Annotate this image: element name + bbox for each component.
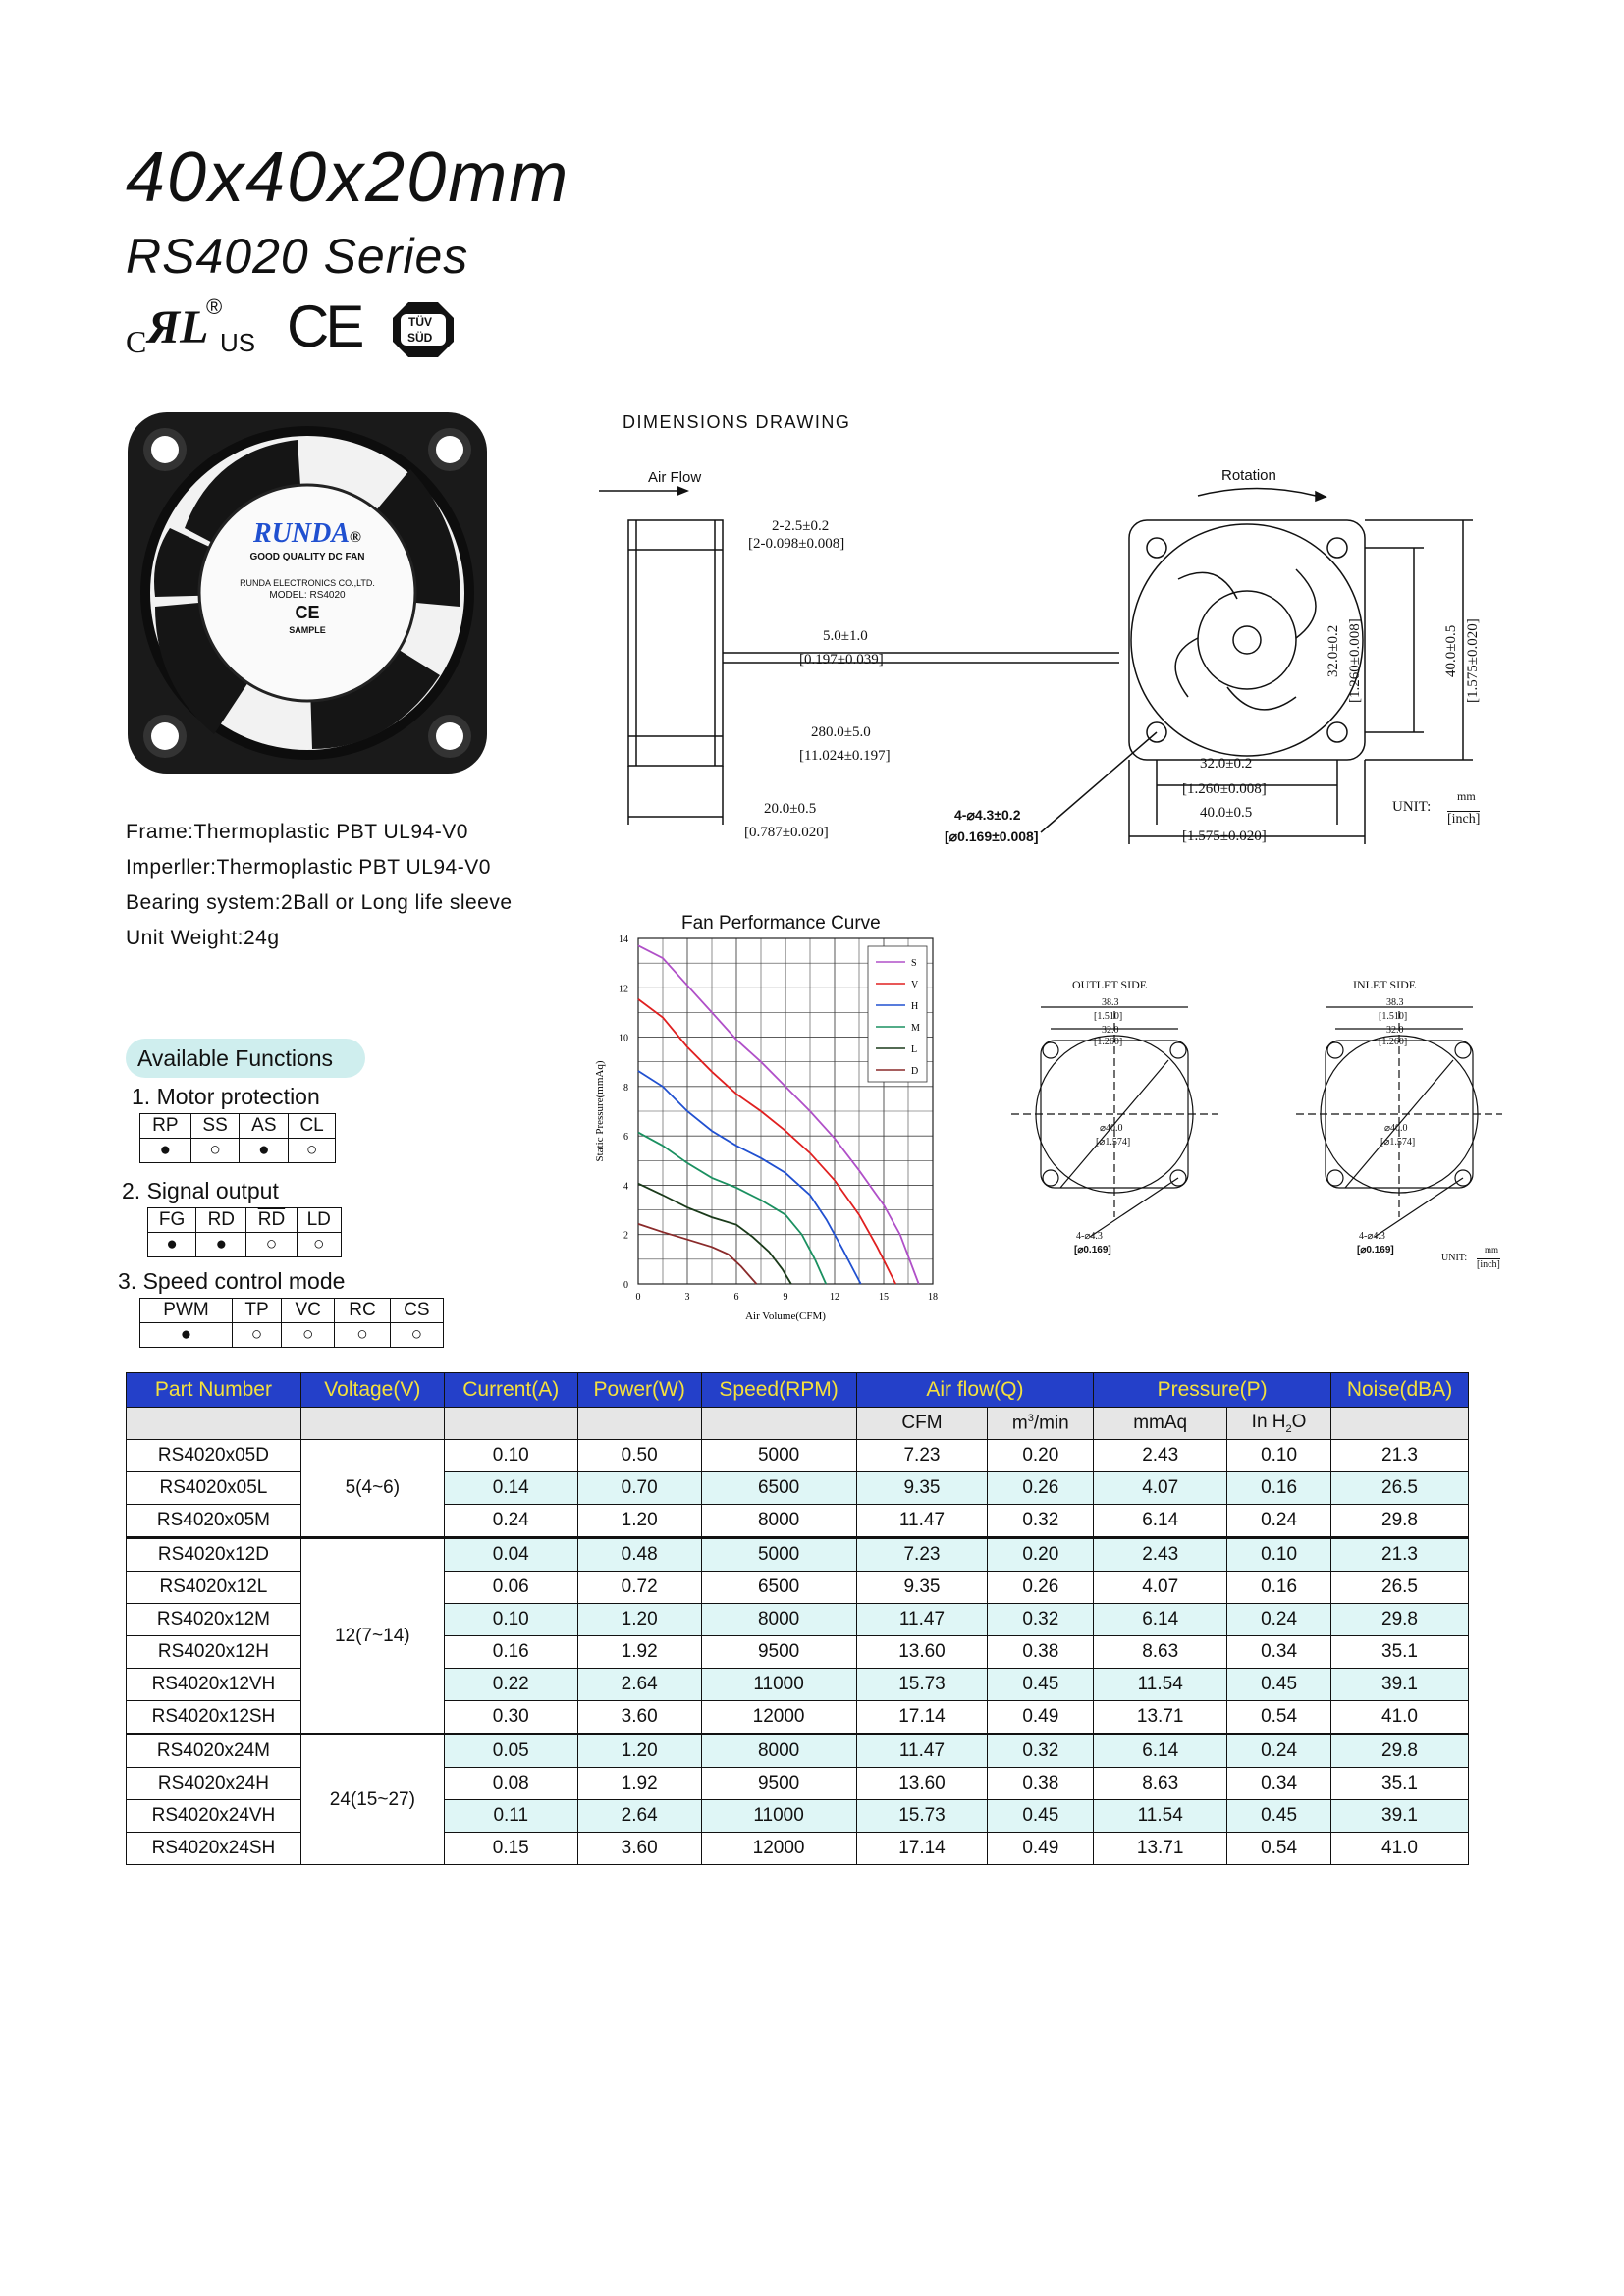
power-cell: 1.92 <box>577 1636 701 1669</box>
tuv-logo <box>391 300 456 359</box>
part-number-cell: RS4020x12VH <box>127 1669 301 1701</box>
cfm-cell: 9.35 <box>856 1472 988 1505</box>
part-number-cell: RS4020x12H <box>127 1636 301 1669</box>
motor-protection-table <box>139 1113 336 1163</box>
tuv-bottom-text: SÜD <box>407 331 433 345</box>
spec-frame: Frame:Thermoplastic PBT UL94-V0 <box>126 821 468 843</box>
table-row <box>127 1538 1469 1572</box>
motor-col: CL <box>289 1114 336 1139</box>
speed-col: CS <box>390 1299 443 1323</box>
ul-r-mark: ® <box>206 294 223 319</box>
tuv-octagon-icon <box>391 300 456 359</box>
ul-us-letters: US <box>220 328 256 357</box>
m3min-cell: 0.49 <box>988 1701 1094 1735</box>
mmaq-cell: 13.71 <box>1094 1701 1227 1735</box>
performance-chart <box>589 927 952 1339</box>
motor-val: ● <box>140 1139 191 1163</box>
dim-vertical-pitch-inch: [1.260±0.008] <box>1347 618 1363 703</box>
noise-cell: 41.0 <box>1331 1833 1469 1865</box>
mmaq-cell: 2.43 <box>1094 1440 1227 1472</box>
part-number-cell: RS4020x12L <box>127 1572 301 1604</box>
y-tick-label: 12 <box>619 984 628 995</box>
dim-lead-strip-inch: [0.197±0.039] <box>799 652 884 667</box>
legend-label-M: M <box>911 1023 920 1034</box>
spec-bearing: Bearing system:2Ball or Long life sleeve <box>126 891 513 914</box>
dim-width: 40.0±0.5 <box>1200 805 1253 821</box>
side-unit-inch: [inch] <box>1477 1259 1500 1270</box>
x-tick-label: 0 <box>635 1292 641 1303</box>
fan-brand-reg: ® <box>350 529 361 546</box>
power-cell: 2.64 <box>577 1800 701 1833</box>
speed-control-table <box>139 1298 444 1348</box>
current-cell: 0.10 <box>444 1604 577 1636</box>
side-unit-mm: mm <box>1485 1245 1499 1255</box>
unit-label: UNIT: <box>1392 799 1432 815</box>
outlet-w2: 32.0 <box>1102 1025 1119 1036</box>
dim-height-inch-wrap <box>1465 618 1482 703</box>
fan-sample: SAMPLE <box>289 625 326 635</box>
power-cell: 1.92 <box>577 1768 701 1800</box>
speed-cell: 5000 <box>701 1440 856 1472</box>
inh2o-cell: 0.34 <box>1227 1768 1331 1800</box>
noise-cell: 35.1 <box>1331 1768 1469 1800</box>
cfm-cell: 15.73 <box>856 1669 988 1701</box>
dim-lead-length-inch: [11.024±0.197] <box>799 748 891 764</box>
legend-label-S: S <box>911 958 917 969</box>
sub-empty <box>1331 1408 1469 1440</box>
outlet-hole: 4-⌀4.3 <box>1076 1231 1103 1242</box>
current-cell: 0.16 <box>444 1636 577 1669</box>
power-cell: 1.20 <box>577 1505 701 1538</box>
current-cell: 0.30 <box>444 1701 577 1735</box>
signal-col: FG <box>148 1208 196 1233</box>
inlet-dia-inch: [⌀1.574] <box>1380 1137 1416 1148</box>
inh2o-cell: 0.16 <box>1227 1572 1331 1604</box>
air-flow-label: Air Flow <box>648 469 702 486</box>
ce-logo: CE <box>287 294 361 359</box>
inh2o-cell: 0.10 <box>1227 1538 1331 1572</box>
power-cell: 0.70 <box>577 1472 701 1505</box>
part-number-cell: RS4020x05L <box>127 1472 301 1505</box>
dim-vertical-pitch-value: 32.0±0.2 <box>1326 624 1341 677</box>
legend-label-V: V <box>911 980 919 990</box>
spec-weight: Unit Weight:24g <box>126 927 280 949</box>
signal-col-rd-bar: $\overline{RD}$ <box>246 1208 297 1233</box>
power-cell: 3.60 <box>577 1701 701 1735</box>
dim-height-inch: [1.575±0.020] <box>1465 618 1481 703</box>
sub-empty <box>701 1408 856 1440</box>
speed-col: RC <box>335 1299 390 1323</box>
fan-company: RUNDA ELECTRONICS CO.,LTD. <box>240 578 375 588</box>
sub-mmaq: mmAq <box>1094 1408 1227 1440</box>
col-speed: Speed(RPM) <box>701 1373 856 1408</box>
mmaq-cell: 6.14 <box>1094 1604 1227 1636</box>
motor-protection-title: 1. Motor protection <box>132 1084 320 1109</box>
unit-inch: [inch] <box>1447 812 1481 827</box>
speed-cell: 9500 <box>701 1636 856 1669</box>
fan-tagline: GOOD QUALITY DC FAN <box>249 552 365 562</box>
mmaq-cell: 4.07 <box>1094 1572 1227 1604</box>
col-current: Current(A) <box>444 1373 577 1408</box>
outlet-dia: ⌀40.0 <box>1100 1123 1123 1134</box>
speed-cell: 6500 <box>701 1572 856 1604</box>
noise-cell: 29.8 <box>1331 1604 1469 1636</box>
inlet-hole: 4-⌀4.3 <box>1359 1231 1385 1242</box>
signal-output-table <box>147 1207 342 1257</box>
dim-screw-inch: [2-0.098±0.008] <box>748 536 845 552</box>
m3min-cell: 0.45 <box>988 1800 1094 1833</box>
x-tick-label: 6 <box>733 1292 739 1303</box>
noise-cell: 21.3 <box>1331 1440 1469 1472</box>
motor-val: ○ <box>289 1139 336 1163</box>
inh2o-cell: 0.54 <box>1227 1833 1331 1865</box>
dim-height: 40.0±0.5 <box>1443 624 1459 677</box>
sub-inh2o-sub: 2 <box>1285 1422 1292 1435</box>
signal-val: ○ <box>246 1233 297 1257</box>
col-pressure: Pressure(P) <box>1094 1373 1331 1408</box>
side-views-drawing <box>962 972 1522 1276</box>
inh2o-cell: 0.45 <box>1227 1800 1331 1833</box>
signal-col: RD <box>196 1208 246 1233</box>
sub-empty <box>577 1408 701 1440</box>
outlet-side-label: OUTLET SIDE <box>1072 978 1148 991</box>
power-cell: 0.50 <box>577 1440 701 1472</box>
dim-vertical-pitch-inch-wrap <box>1347 618 1364 703</box>
current-cell: 0.11 <box>444 1800 577 1833</box>
x-tick-label: 18 <box>928 1292 938 1303</box>
speed-cell: 8000 <box>701 1604 856 1636</box>
sub-inh2o <box>1227 1408 1331 1440</box>
m3min-cell: 0.32 <box>988 1604 1094 1636</box>
legend-box <box>868 946 927 1082</box>
power-cell: 0.72 <box>577 1572 701 1604</box>
speed-control-title: 3. Speed control mode <box>118 1268 346 1294</box>
dim-hole-pitch-inch: [1.260±0.008] <box>1182 781 1267 797</box>
noise-cell: 35.1 <box>1331 1636 1469 1669</box>
noise-cell: 26.5 <box>1331 1472 1469 1505</box>
noise-cell: 39.1 <box>1331 1800 1469 1833</box>
speed-cell: 11000 <box>701 1669 856 1701</box>
m3min-cell: 0.49 <box>988 1833 1094 1865</box>
inh2o-cell: 0.16 <box>1227 1472 1331 1505</box>
dimensions-title: DIMENSIONS DRAWING <box>623 412 851 432</box>
inlet-w1-inch: [1.510] <box>1379 1011 1408 1022</box>
part-number-cell: RS4020x12M <box>127 1604 301 1636</box>
dim-lead-strip: 5.0±1.0 <box>823 628 868 644</box>
dim-vertical-pitch <box>1326 625 1342 677</box>
speed-cell: 12000 <box>701 1833 856 1865</box>
part-number-cell: RS4020x12D <box>127 1538 301 1572</box>
inlet-dia: ⌀40.0 <box>1384 1123 1408 1134</box>
legend-label-H: H <box>911 1001 919 1012</box>
inh2o-cell: 0.24 <box>1227 1735 1331 1768</box>
part-number-cell: RS4020x05D <box>127 1440 301 1472</box>
speed-cell: 5000 <box>701 1538 856 1572</box>
motor-val: ● <box>240 1139 289 1163</box>
y-tick-label: 0 <box>623 1280 628 1291</box>
sub-empty <box>444 1408 577 1440</box>
mmaq-cell: 6.14 <box>1094 1735 1227 1768</box>
current-cell: 0.08 <box>444 1768 577 1800</box>
m3min-cell: 0.45 <box>988 1669 1094 1701</box>
dim-hole-inch: [⌀0.169±0.008] <box>945 828 1039 844</box>
mmaq-cell: 13.71 <box>1094 1833 1227 1865</box>
fan-model: MODEL: RS4020 <box>269 590 346 601</box>
dim-hole-pitch: 32.0±0.2 <box>1200 756 1253 772</box>
part-number-cell: RS4020x24VH <box>127 1800 301 1833</box>
mmaq-cell: 8.63 <box>1094 1636 1227 1669</box>
outlet-hole-inch: [⌀0.169] <box>1074 1245 1111 1255</box>
mmaq-cell: 11.54 <box>1094 1800 1227 1833</box>
page-title: 40x40x20mm <box>126 138 570 217</box>
col-airflow: Air flow(Q) <box>856 1373 1094 1408</box>
y-tick-label: 14 <box>619 934 628 945</box>
series-line-M <box>638 1133 826 1284</box>
sub-inh2o-post: O <box>1291 1412 1307 1433</box>
inh2o-cell: 0.10 <box>1227 1440 1331 1472</box>
inh2o-cell: 0.24 <box>1227 1604 1331 1636</box>
rotation-label: Rotation <box>1221 467 1276 484</box>
y-axis-label: Static Pressure(mmAq) <box>594 1060 606 1162</box>
col-voltage: Voltage(V) <box>300 1373 444 1408</box>
x-axis-label: Air Volume(CFM) <box>745 1310 826 1322</box>
y-tick-label: 8 <box>623 1082 628 1094</box>
cfm-cell: 13.60 <box>856 1636 988 1669</box>
spec-table-body <box>127 1440 1469 1865</box>
speed-cell: 8000 <box>701 1505 856 1538</box>
mmaq-cell: 11.54 <box>1094 1669 1227 1701</box>
part-number-cell: RS4020x24SH <box>127 1833 301 1865</box>
col-power: Power(W) <box>577 1373 701 1408</box>
spec-table-subheader <box>127 1408 1469 1440</box>
speed-cell: 9500 <box>701 1768 856 1800</box>
voltage-cell: 24(15~27) <box>300 1735 444 1865</box>
signal-output-title: 2. Signal output <box>122 1178 279 1203</box>
sub-m3-post: /min <box>1033 1413 1069 1434</box>
speed-val: ○ <box>232 1323 281 1348</box>
sub-empty <box>300 1408 444 1440</box>
signal-val: ○ <box>297 1233 341 1257</box>
cfm-cell: 15.73 <box>856 1800 988 1833</box>
col-noise: Noise(dBA) <box>1331 1373 1469 1408</box>
current-cell: 0.04 <box>444 1538 577 1572</box>
cfm-cell: 17.14 <box>856 1833 988 1865</box>
cfm-cell: 11.47 <box>856 1735 988 1768</box>
inlet-w1: 38.3 <box>1386 997 1404 1008</box>
inh2o-cell: 0.54 <box>1227 1701 1331 1735</box>
unit-mm: mm <box>1457 789 1476 803</box>
y-tick-label: 6 <box>623 1132 628 1144</box>
speed-cell: 12000 <box>701 1701 856 1735</box>
voltage-cell: 5(4~6) <box>300 1440 444 1538</box>
fan-ce-mark: CE <box>295 603 320 622</box>
dim-lead-length: 280.0±5.0 <box>811 724 871 740</box>
m3min-cell: 0.32 <box>988 1735 1094 1768</box>
speed-col: TP <box>232 1299 281 1323</box>
speed-col: VC <box>282 1299 335 1323</box>
mmaq-cell: 2.43 <box>1094 1538 1227 1572</box>
speed-cell: 11000 <box>701 1800 856 1833</box>
m3min-cell: 0.38 <box>988 1636 1094 1669</box>
current-cell: 0.24 <box>444 1505 577 1538</box>
available-functions-title: Available Functions <box>126 1039 365 1078</box>
outlet-dia-inch: [⌀1.574] <box>1096 1137 1131 1148</box>
noise-cell: 39.1 <box>1331 1669 1469 1701</box>
power-cell: 0.48 <box>577 1538 701 1572</box>
current-cell: 0.22 <box>444 1669 577 1701</box>
series-line-V <box>638 999 895 1284</box>
dim-depth-inch: [0.787±0.020] <box>744 825 829 840</box>
cfm-cell: 13.60 <box>856 1768 988 1800</box>
current-cell: 0.05 <box>444 1735 577 1768</box>
power-cell: 2.64 <box>577 1669 701 1701</box>
side-unit-label: UNIT: <box>1441 1253 1468 1263</box>
x-tick-label: 12 <box>830 1292 839 1303</box>
part-number-cell: RS4020x24H <box>127 1768 301 1800</box>
m3min-cell: 0.32 <box>988 1505 1094 1538</box>
speed-val: ○ <box>282 1323 335 1348</box>
signal-val: ● <box>196 1233 246 1257</box>
mmaq-cell: 8.63 <box>1094 1768 1227 1800</box>
inh2o-cell: 0.45 <box>1227 1669 1331 1701</box>
table-row <box>127 1735 1469 1768</box>
dim-width-inch: [1.575±0.020] <box>1182 828 1267 844</box>
part-number-cell: RS4020x12SH <box>127 1701 301 1735</box>
col-part-number: Part Number <box>127 1373 301 1408</box>
chart-title: Fan Performance Curve <box>681 913 881 934</box>
cfm-cell: 11.47 <box>856 1604 988 1636</box>
outlet-w1-inch: [1.510] <box>1094 1011 1123 1022</box>
m3min-cell: 0.20 <box>988 1440 1094 1472</box>
dim-height-wrap <box>1443 625 1460 677</box>
cfm-cell: 9.35 <box>856 1572 988 1604</box>
current-cell: 0.10 <box>444 1440 577 1472</box>
power-cell: 1.20 <box>577 1604 701 1636</box>
dimensions-drawing <box>589 452 1512 864</box>
ul-cert-logo <box>126 294 263 363</box>
series-line-D <box>638 1224 757 1284</box>
noise-cell: 29.8 <box>1331 1505 1469 1538</box>
noise-cell: 21.3 <box>1331 1538 1469 1572</box>
fan-photo <box>126 410 489 775</box>
dim-hole: 4-⌀4.3±0.2 <box>954 807 1021 823</box>
motor-col: RP <box>140 1114 191 1139</box>
dim-depth: 20.0±0.5 <box>764 801 817 817</box>
cfm-cell: 7.23 <box>856 1538 988 1572</box>
speed-cell: 6500 <box>701 1472 856 1505</box>
fan-brand: RUNDA <box>253 518 351 549</box>
m3min-cell: 0.26 <box>988 1572 1094 1604</box>
noise-cell: 29.8 <box>1331 1735 1469 1768</box>
x-tick-label: 9 <box>783 1292 788 1303</box>
current-cell: 0.15 <box>444 1833 577 1865</box>
spec-table-header <box>127 1373 1469 1408</box>
inlet-side-label: INLET SIDE <box>1353 978 1417 991</box>
sub-m3min <box>988 1408 1094 1440</box>
table-row <box>127 1440 1469 1472</box>
outlet-w2-inch: [1.260] <box>1094 1037 1123 1047</box>
power-cell: 3.60 <box>577 1833 701 1865</box>
y-tick-label: 2 <box>623 1230 628 1242</box>
y-tick-label: 4 <box>623 1181 628 1193</box>
cfm-cell: 11.47 <box>856 1505 988 1538</box>
motor-col: SS <box>190 1114 240 1139</box>
noise-cell: 41.0 <box>1331 1701 1469 1735</box>
sub-m3-pre: m <box>1011 1413 1028 1434</box>
m3min-cell: 0.20 <box>988 1538 1094 1572</box>
part-number-cell: RS4020x24M <box>127 1735 301 1768</box>
legend-label-D: D <box>911 1066 919 1077</box>
inlet-w2-inch: [1.260] <box>1379 1037 1408 1047</box>
sub-cfm: CFM <box>856 1408 988 1440</box>
fan-label-brand-row <box>204 518 410 550</box>
ul-c-letter: C <box>126 324 147 359</box>
inlet-hole-inch: [⌀0.169] <box>1357 1245 1394 1255</box>
signal-col: LD <box>297 1208 341 1233</box>
sub-m3-sup: 3 <box>1027 1412 1034 1424</box>
outlet-w1: 38.3 <box>1102 997 1119 1008</box>
power-cell: 1.20 <box>577 1735 701 1768</box>
speed-val: ○ <box>335 1323 390 1348</box>
speed-val: ● <box>140 1323 233 1348</box>
mmaq-cell: 6.14 <box>1094 1505 1227 1538</box>
ul-symbol: ЯL <box>147 301 209 353</box>
legend-label-L: L <box>911 1044 918 1055</box>
tuv-top-text: TÜV <box>408 315 432 329</box>
speed-cell: 8000 <box>701 1735 856 1768</box>
spec-impeller: Imperller:Thermoplastic PBT UL94-V0 <box>126 856 491 879</box>
x-tick-label: 3 <box>684 1292 690 1303</box>
cfm-cell: 17.14 <box>856 1701 988 1735</box>
inh2o-cell: 0.34 <box>1227 1636 1331 1669</box>
signal-val: ● <box>148 1233 196 1257</box>
x-tick-label: 15 <box>879 1292 889 1303</box>
dim-screw-value: 2-2.5±0.2 <box>772 518 830 534</box>
spec-table <box>126 1372 1469 1865</box>
series-line-L <box>638 1184 791 1284</box>
cfm-cell: 7.23 <box>856 1440 988 1472</box>
current-cell: 0.06 <box>444 1572 577 1604</box>
motor-val: ○ <box>190 1139 240 1163</box>
current-cell: 0.14 <box>444 1472 577 1505</box>
inlet-w2: 32.0 <box>1386 1025 1404 1036</box>
mmaq-cell: 4.07 <box>1094 1472 1227 1505</box>
fan-label <box>204 518 410 635</box>
inh2o-cell: 0.24 <box>1227 1505 1331 1538</box>
sub-inh2o-pre: In H <box>1251 1412 1286 1433</box>
motor-col: AS <box>240 1114 289 1139</box>
m3min-cell: 0.26 <box>988 1472 1094 1505</box>
voltage-cell: 12(7~14) <box>300 1538 444 1735</box>
m3min-cell: 0.38 <box>988 1768 1094 1800</box>
y-tick-label: 10 <box>619 1033 628 1044</box>
speed-col: PWM <box>140 1299 233 1323</box>
sub-empty <box>127 1408 301 1440</box>
part-number-cell: RS4020x05M <box>127 1505 301 1538</box>
noise-cell: 26.5 <box>1331 1572 1469 1604</box>
speed-val: ○ <box>390 1323 443 1348</box>
series-title: RS4020 Series <box>126 229 469 284</box>
